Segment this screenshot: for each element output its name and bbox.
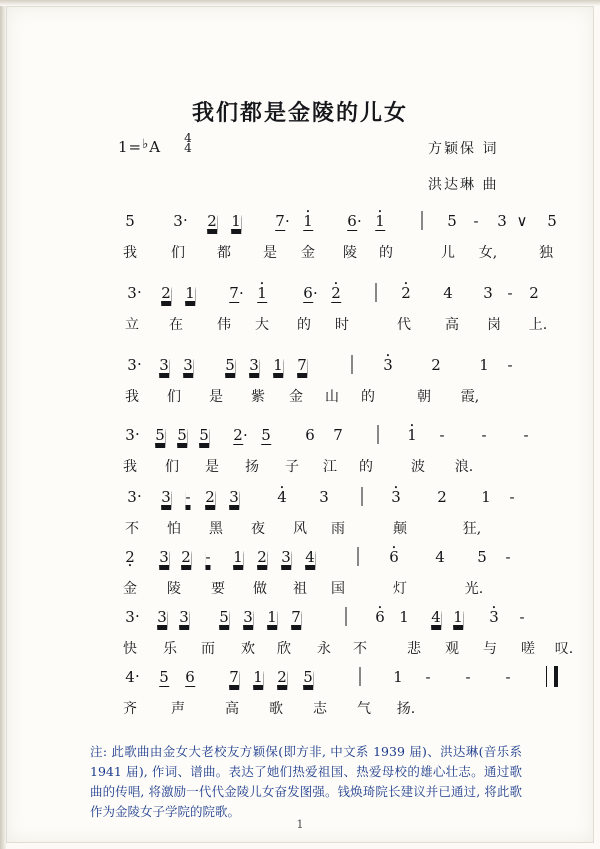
lyric-syllable: 立 xyxy=(125,317,139,333)
lyric-syllable: 高 xyxy=(445,317,459,333)
footnote-block xyxy=(90,742,522,822)
lyrics-row xyxy=(112,456,482,482)
notation-row: 3 · 2 1 7 · • 1 6 · • 2 • 2 4 3 - 2 xyxy=(112,284,482,314)
notation-row: 2 • 3 2 - 1 2 3 4 • 6 4 5 - xyxy=(112,548,482,578)
lyric-syllable: 大 xyxy=(255,317,269,333)
lyric-syllable: 的 xyxy=(359,459,373,475)
notation-row: 4 · 5 6 7 1 2 5 1 - - - xyxy=(112,668,482,698)
lyric-syllable: 扬. xyxy=(396,701,416,717)
lyric-syllable: 叹. xyxy=(554,641,574,657)
lyric-syllable: 金 xyxy=(301,245,315,261)
lyric-syllable: 山 xyxy=(325,389,339,405)
lyric-syllable: 嗟 xyxy=(521,641,535,657)
lyric-syllable: 光. xyxy=(464,581,484,597)
lyric-syllable: 时 xyxy=(335,317,349,333)
lyric-syllable: 快 xyxy=(123,641,137,657)
lyric-syllable: 岗 xyxy=(487,317,501,333)
lyrics-row xyxy=(112,386,482,412)
lyrics-row xyxy=(112,698,482,724)
time-signature-numerator: 4 xyxy=(184,131,193,145)
lyric-syllable: 扬 xyxy=(245,459,259,475)
lyric-syllable: 颠 xyxy=(393,521,407,537)
lyric-syllable: 国 xyxy=(331,581,345,597)
lyric-syllable: 永 xyxy=(317,641,331,657)
lyric-syllable: 子 xyxy=(285,459,299,475)
lyric-syllable: 紫 xyxy=(251,389,265,405)
lyric-syllable: 气 xyxy=(357,701,371,717)
lyric-syllable: 是 xyxy=(209,389,223,405)
music-system-4 xyxy=(112,426,529,482)
lyric-syllable: 伟 xyxy=(217,317,231,333)
page-title: 我们都是金陵的儿女 xyxy=(191,100,408,126)
notation-row: 3 · 3 3 5 3 1 7 • 6 1 4 1 • 3 - xyxy=(112,608,482,638)
page-number: 1 xyxy=(296,818,304,831)
lyric-syllable: 与 xyxy=(483,641,497,657)
lyrics-row xyxy=(112,578,482,604)
notation-row: 3 · 3 - 2 3 • 4 3 • 3 2 1 - xyxy=(112,488,482,518)
lyric-syllable: 江 xyxy=(323,459,337,475)
lyric-syllable: 金 xyxy=(123,581,137,597)
lyrics-row xyxy=(112,314,548,340)
footnote-text: 此歌曲由金女大老校友方颖保(即方非, 中文系 1939 届)、洪达琳(音乐系 1941 届), 作词、谱曲。表达了她们热爱祖国、热爱母校的雄心壮志。通过歌曲的传唱, 将激励一代代金陵儿女奋发图强。钱焕琦院长建议并已通过, 将此歌作为金陵女子学院的院歌。 xyxy=(90,744,522,819)
lyric-syllable: 狂, xyxy=(462,521,482,537)
time-signature xyxy=(181,131,196,156)
lyric-syllable: 观 xyxy=(445,641,459,657)
lyric-syllable: 我 xyxy=(123,459,137,475)
key-letter: A xyxy=(149,138,162,156)
lyric-syllable: 波 xyxy=(411,459,425,475)
lyric-syllable: 乐 xyxy=(163,641,177,657)
lyric-syllable: 是 xyxy=(263,245,277,261)
lyric-syllable: 上. xyxy=(528,317,548,333)
lyrics-row xyxy=(112,518,482,544)
lyric-syllable: 浪. xyxy=(454,459,474,475)
lyric-syllable: 我 xyxy=(123,245,137,261)
lyric-syllable: 做 xyxy=(253,581,267,597)
lyric-syllable: 歌 xyxy=(269,701,283,717)
time-signature-fraction xyxy=(181,131,196,155)
lyric-syllable: 风 xyxy=(293,521,307,537)
music-system-2 xyxy=(112,284,548,340)
key-prefix: 1= xyxy=(118,138,143,156)
lyric-syllable: 们 xyxy=(165,459,179,475)
lyric-syllable: 独 xyxy=(539,245,553,261)
lyric-syllable: 悲 xyxy=(407,641,421,657)
lyric-syllable: 志 xyxy=(313,701,327,717)
music-system-5 xyxy=(112,488,515,544)
lyric-syllable: 灯 xyxy=(393,581,407,597)
lyric-syllable: 祖 xyxy=(293,581,307,597)
lyric-syllable: 的 xyxy=(379,245,393,261)
lyricist-credit: 方颖保 词 xyxy=(428,141,499,157)
music-system-8 xyxy=(112,668,511,724)
lyric-syllable: 夜 xyxy=(251,521,265,537)
music-system-3 xyxy=(112,356,513,412)
lyric-syllable: 霞, xyxy=(460,389,480,405)
lyric-syllable: 的 xyxy=(361,389,375,405)
lyric-syllable: 们 xyxy=(171,245,185,261)
lyric-syllable: 陵 xyxy=(343,245,357,261)
lyric-syllable: 不 xyxy=(125,521,139,537)
footnote-label: 注: xyxy=(90,744,108,759)
music-system-1 xyxy=(112,212,557,268)
lyric-syllable: 欣 xyxy=(277,641,291,657)
lyric-syllable: 金 xyxy=(289,389,303,405)
lyric-syllable: 声 xyxy=(171,701,185,717)
lyric-syllable: 的 xyxy=(297,317,311,333)
lyric-syllable: 是 xyxy=(205,459,219,475)
lyric-syllable: 齐 xyxy=(123,701,137,717)
music-system-7 xyxy=(112,608,574,664)
lyric-syllable: 高 xyxy=(225,701,239,717)
lyrics-row xyxy=(112,242,553,268)
lyric-syllable: 儿 xyxy=(441,245,455,261)
lyric-syllable: 代 xyxy=(397,317,411,333)
lyric-syllable: 我 xyxy=(125,389,139,405)
notation-row: 3 · 3 3 5 3 1 7 • 3 2 1 - xyxy=(112,356,482,386)
lyric-syllable: 欢 xyxy=(241,641,255,657)
lyric-syllable: 雨 xyxy=(331,521,345,537)
music-system-6 xyxy=(112,548,511,604)
lyric-syllable: 而 xyxy=(201,641,215,657)
flat-symbol: ♭ xyxy=(142,137,150,152)
lyric-syllable: 不 xyxy=(353,641,367,657)
lyric-syllable: 要 xyxy=(211,581,225,597)
notation-row: 5 3 · 2 1 7 · • 1 6 · • 1 5 - 3 ∨ 5 xyxy=(112,212,482,242)
lyric-syllable: 朝 xyxy=(417,389,431,405)
lyrics-row xyxy=(112,638,574,664)
notation-row: 3 · 5 5 5 2 · 5 6 7 • 1 - - - xyxy=(112,426,482,456)
lyric-syllable: 们 xyxy=(167,389,181,405)
lyric-syllable: 黑 xyxy=(209,521,223,537)
time-signature-denominator: 4 xyxy=(184,141,193,155)
lyric-syllable: 都 xyxy=(217,245,231,261)
lyric-syllable: 女, xyxy=(478,245,498,261)
composer-credit: 洪达琳 曲 xyxy=(428,177,499,193)
key-signature xyxy=(118,131,196,156)
lyric-syllable: 在 xyxy=(169,317,183,333)
lyric-syllable: 陵 xyxy=(167,581,181,597)
lyric-syllable: 怕 xyxy=(167,521,181,537)
